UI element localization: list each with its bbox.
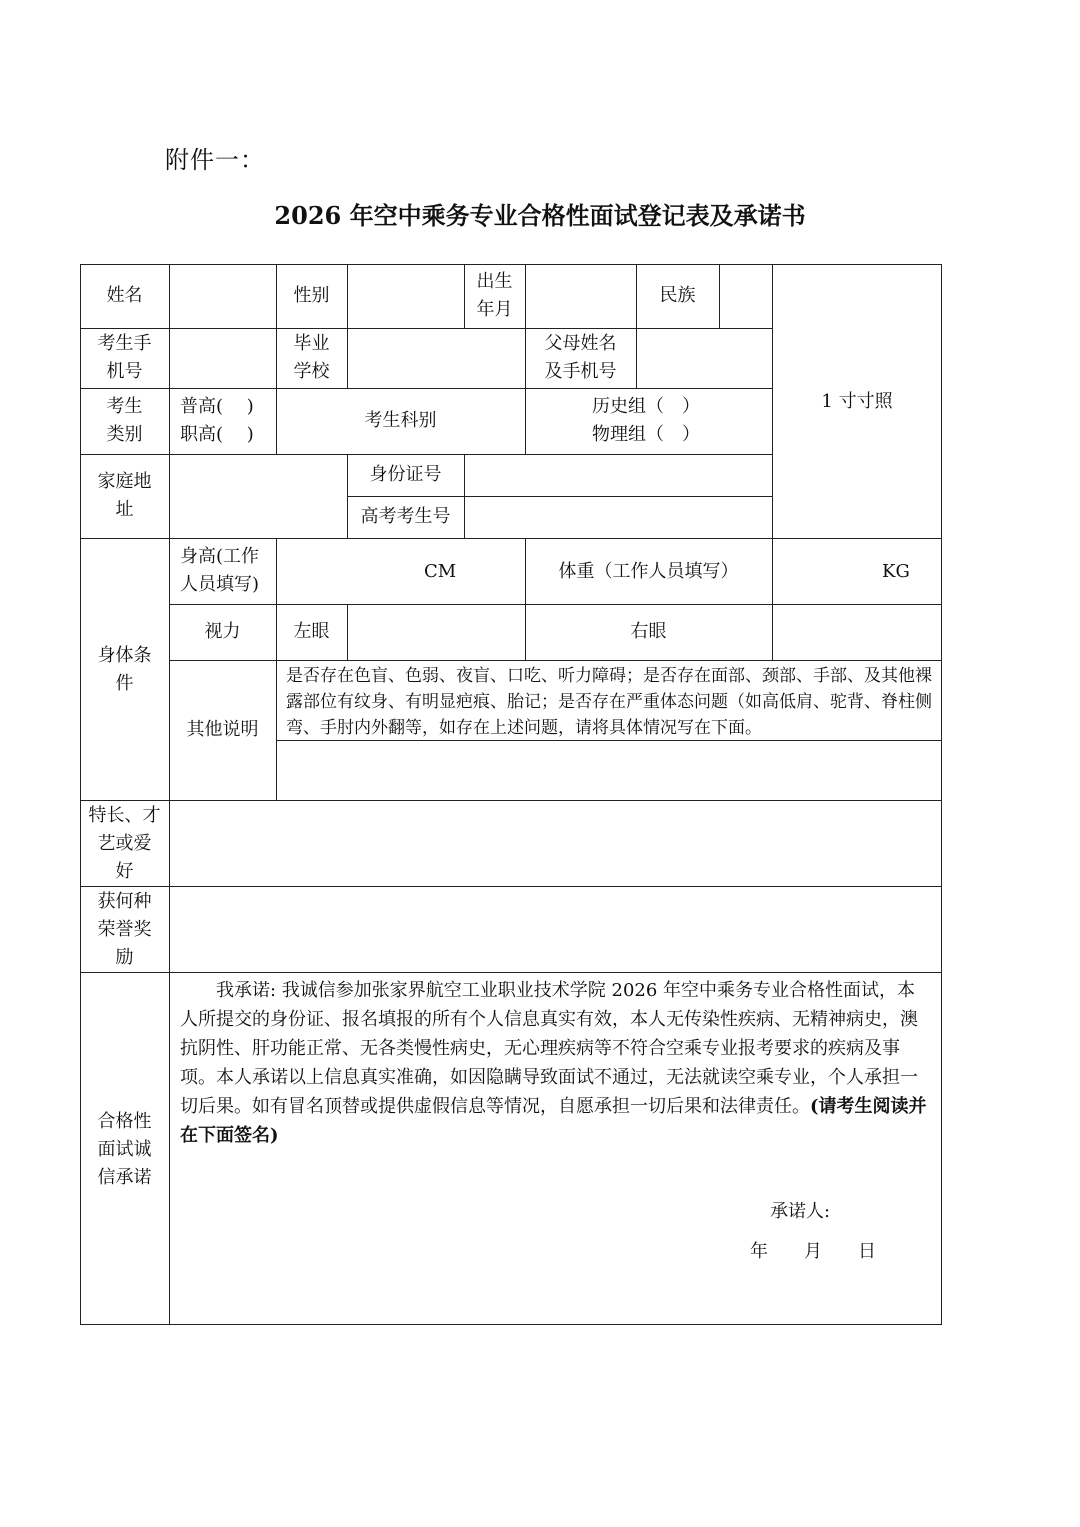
other-label: 其他说明 [186, 719, 259, 740]
talent-label-line1: 特长、才 [88, 805, 161, 826]
id-label: 身份证号 [369, 464, 442, 485]
right-eye-label: 右眼 [630, 621, 667, 642]
name-label: 姓名 [106, 285, 143, 306]
birth-label-line1: 出生 [476, 271, 513, 292]
height-unit: CM [424, 561, 457, 582]
pledge-label-line2: 面试诚 [97, 1139, 152, 1160]
body-label-line2: 件 [115, 673, 134, 694]
height-label-line2: 人员填写) [180, 574, 260, 595]
category-option-vocational[interactable]: 职高( ) [180, 424, 254, 445]
exam-no-field[interactable] [465, 497, 771, 537]
weight-label: 体重（工作人员填写） [558, 561, 739, 582]
body-label-line1: 身体条 [97, 645, 152, 666]
subject-option-physics[interactable]: 物理组（ ） [592, 424, 700, 445]
school-label-line1: 毕业 [293, 333, 330, 354]
left-eye-label: 左眼 [293, 621, 330, 642]
honor-field[interactable] [170, 887, 941, 971]
birth-label-line2: 年月 [476, 299, 513, 320]
birth-field[interactable] [526, 265, 635, 327]
gender-label: 性别 [293, 285, 330, 306]
subject-option-history[interactable]: 历史组（ ） [592, 396, 700, 417]
talent-field[interactable] [170, 801, 941, 885]
phone-label-line1: 考生手 [97, 333, 152, 354]
vision-label: 视力 [204, 621, 241, 642]
address-label-line1: 家庭地 [97, 471, 152, 492]
height-label-line1: 身高(工作 [180, 546, 260, 567]
address-field[interactable] [170, 455, 346, 537]
name-field[interactable] [170, 265, 275, 327]
left-eye-field[interactable] [348, 605, 524, 659]
photo-label: 1 寸寸照 [821, 391, 893, 412]
pledge-text [180, 976, 932, 1150]
school-label-line2: 学校 [293, 361, 330, 382]
signature-field[interactable] [840, 1196, 936, 1228]
exam-no-label: 高考考生号 [360, 506, 451, 527]
honor-label-line1: 获何种 [97, 891, 152, 912]
category-option-general[interactable]: 普高( ) [180, 396, 254, 417]
ethnicity-label: 民族 [659, 285, 696, 306]
address-label-line2: 址 [115, 499, 134, 520]
right-eye-field[interactable] [773, 605, 941, 659]
category-label-line2: 类别 [106, 424, 143, 445]
parent-label-line1: 父母姓名 [544, 333, 617, 354]
honor-label-line3: 励 [115, 947, 134, 968]
category-label-line1: 考生 [106, 396, 143, 417]
other-notes-field[interactable] [277, 741, 941, 799]
ethnicity-field[interactable] [720, 265, 771, 327]
weight-field[interactable] [773, 539, 941, 603]
honor-label-line2: 荣誉奖 [97, 919, 152, 940]
parent-label-line2: 及手机号 [544, 361, 617, 382]
height-field[interactable] [277, 539, 524, 603]
parent-field[interactable] [637, 329, 771, 387]
phone-label-line2: 机号 [106, 361, 143, 382]
pledge-body: 我承诺: 我诚信参加张家界航空工业职业技术学院 2026 年空中乘务专业合格性面试，本人所提交的身份证、报名填报的所有个人信息真实有效，本人无传染性疾病、无精神病史，澳抗阴性、肝功能正常、无各类慢性病史，无心理疾病等不符合空乘专业报考要求的疾病及事项。本人承诺以上信息真实准确，如因隐瞒导致面试不通过，无法就读空乘专业，个人承担一切后果。如有冒名顶替或提供虚假信息等情况，自愿承担一切后果和法律责任。 [180, 980, 918, 1117]
school-field[interactable] [348, 329, 524, 387]
phone-field[interactable] [170, 329, 275, 387]
talent-label-line3: 好 [115, 861, 134, 882]
id-field[interactable] [465, 455, 771, 495]
date-label: 年 月 日 [750, 1241, 876, 1262]
pledge-label-line3: 信承诺 [97, 1167, 152, 1188]
other-instructions: 是否存在色盲、色弱、夜盲、口吃、听力障碍；是否存在面部、颈部、手部、及其他裸露部位有纹身、有明显疤痕、胎记；是否存在严重体态问题（如高低肩、驼背、脊柱侧弯、手肘内外翻等，如存在上述问题，请将具体情况写在下面。 [286, 666, 932, 738]
subject-label: 考生科别 [364, 410, 437, 431]
pledge-label-line1: 合格性 [97, 1111, 152, 1132]
signer-label: 承诺人: [770, 1201, 831, 1222]
pledge-sign-instruction: (请考生阅读并在下面签名) [180, 1096, 927, 1146]
weight-unit: KG [882, 561, 910, 582]
gender-field[interactable] [348, 265, 463, 327]
talent-label-line2: 艺或爱 [97, 833, 152, 854]
attachment-label: 附件一： [165, 146, 265, 174]
form-title: 2026 年空中乘务专业合格性面试登记表及承诺书 [274, 201, 806, 230]
